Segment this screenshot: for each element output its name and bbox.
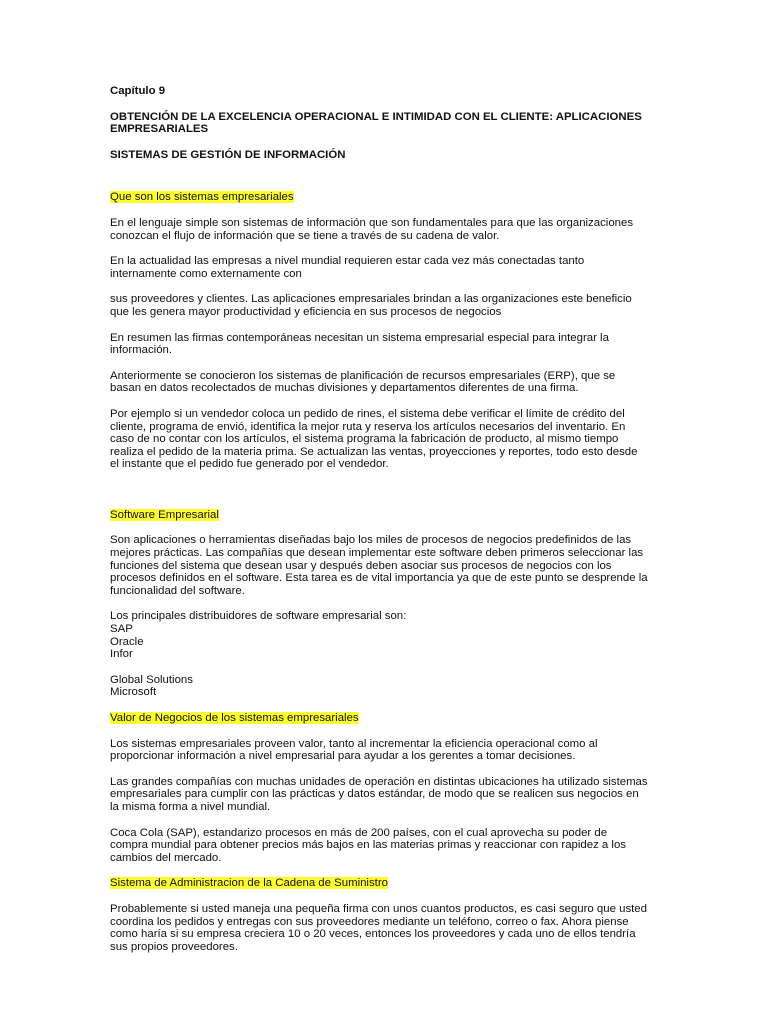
paragraph: Las grandes compañías con muchas unidades de operación en distintas ubicaciones ha utilizado sistemas empresariales para cumplir con las prácticas y datos estándar, de modo que se realicen sus negocios en la misma forma a nivel mundial. [110,775,648,813]
paragraph: Global Solutions Microsoft [110,673,193,699]
paragraph: Probablemente si usted maneja una pequeña firma con unos cuantos productos, es casi seguro que usted coordina los pedidos y entregas con sus proveedores mediante un teléfono, correo o fax. Ahora piense como haría si su empresa creciera 10 o 20 veces, entonces los proveedores y cada uno de ellos tendría sus propios proveedores. [110,902,647,953]
chapter-label: Capítulo 9 [110,85,166,97]
paragraph: Los sistemas empresariales proveen valor, tanto al incrementar la eficiencia operacional como al proporcionar información a nivel empresarial para ayudar a los gerentes a tomar decisiones. [110,737,598,763]
highlight: Que son los sistemas empresariales [110,191,294,204]
document-body [110,85,662,953]
paragraph: En resumen las firmas contemporáneas necesitan un sistema empresarial especial para integrar la información. [110,331,609,357]
paragraph: Coca Cola (SAP), estandarizo procesos en más de 200 países, con el cual aprovecha su poder de compra mundial para obtener precios más bajos en las materias primas y reaccionar con rapidez a los cambios del mercado. [110,826,626,864]
main-title: OBTENCIÓN DE LA EXCELENCIA OPERACIONAL E INTIMIDAD CON EL CLIENTE: APLICACIONES EMPRESARIALES [110,110,642,136]
paragraph: En el lenguaje simple son sistemas de información que son fundamentales para que las organizaciones conozcan el flujo de información que se tiene a través de su cadena de valor. [110,216,634,242]
section-heading-sistemas-empresariales [110,191,662,204]
subtitle: SISTEMAS DE GESTIÓN DE INFORMACIÓN [110,148,346,161]
section-heading-cadena-suministro [110,877,662,890]
highlight: Sistema de Administracion de la Cadena de Suministro [110,877,388,890]
section-heading-software-empresarial [110,509,662,522]
paragraph: Por ejemplo si un vendedor coloca un pedido de rines, el sistema debe verificar el límite de crédito del cliente, programa de envió, identifica la mejor ruta y reserva los artículos necesarios del inventario. En caso de no contar con los artículos, el sistema programa la fabricación de producto, al mismo tiempo realiza el pedido de la materia prima. Se actualizan las ventas, proyecciones y reportes, todo esto desde el instante que el pedido fue generado por el vendedor. [110,407,638,471]
highlight: Valor de Negocios de los sistemas empresariales [110,712,359,724]
paragraph: Los principales distribuidores de software empresarial son: SAP Oracle Infor [110,610,407,661]
paragraph: Son aplicaciones o herramientas diseñadas bajo los miles de procesos de negocios predefinidos de las mejores prácticas. Las compañías que desean implementar este software deben primeros seleccionar las funciones del sistema que desean usar y después deben asociar sus procesos de negocios con los procesos definidos en el software. Esta tarea es de vital importancia ya que de este punto se desprende la funcionalidad del software. [110,534,648,597]
highlight: Software Empresarial [110,508,219,521]
paragraph: Anteriormente se conocieron los sistemas de planificación de recursos empresariales (ERP), que se basan en datos recolectados de muchas divisiones y departamentos diferentes de una firma. [110,369,616,395]
paragraph: sus proveedores y clientes. Las aplicaciones empresariales brindan a las organizaciones este beneficio que les genera mayor productividad y eficiencia en sus procesos de negocios [110,293,632,318]
paragraph: En la actualidad las empresas a nivel mundial requieren estar cada vez más conectadas tanto internamente como externamente con [110,255,585,280]
section-heading-valor-negocios [110,712,662,725]
